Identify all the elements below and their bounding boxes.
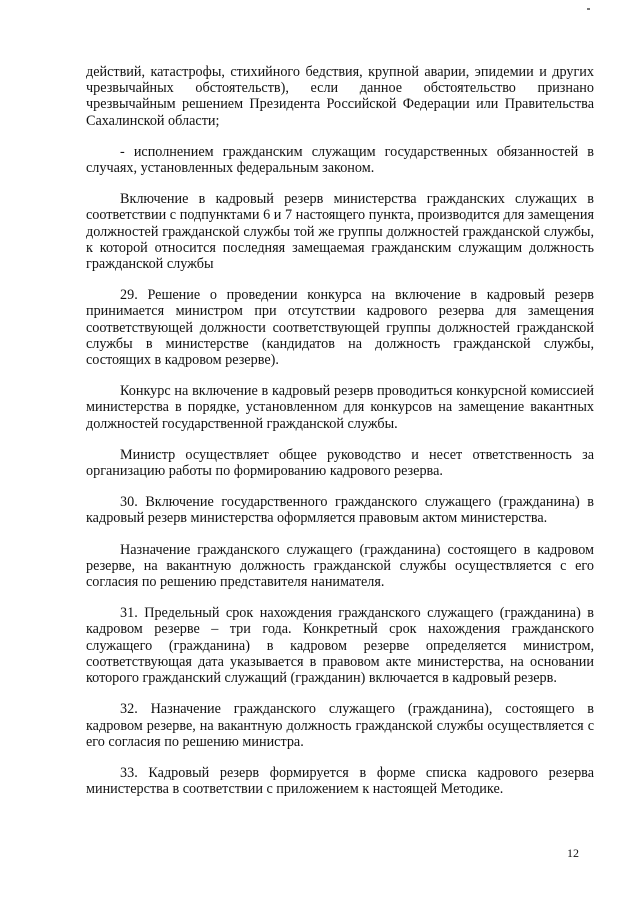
paragraph-continuation: действий, катастрофы, стихийного бедствия, крупной аварии, эпидемии и других чрезвычайных обстоятельств), если данное обстоятельство признано чрезвычайным решением Президента Российской Федерации или Правительства Сахалинской области; <box>86 64 594 129</box>
paragraph-minister: Министр осуществляет общее руководство и несет ответственность за организацию работы по формированию кадрового резерва. <box>86 446 594 480</box>
page-number: 12 <box>567 846 579 860</box>
paragraph-30: 30. Включение государственного гражданского служащего (гражданина) в кадровый резерв министерства оформляется правовым актом министерства. <box>86 494 594 527</box>
scan-artifact <box>587 8 590 10</box>
paragraph-31: 31. Предельный срок нахождения гражданского служащего (гражданина) в кадровом резерве – три года. Конкретный срок нахождения гражданского служащего (гражданина) в кадровом резерве определяется министром, соответствующая дата указывается в правовом акте министерства, на основании которого гражданский служащий (гражданин) включается в кадровый резерв. <box>86 605 594 687</box>
paragraph-appointment: Назначение гражданского служащего (гражданина) состоящего в кадровом резерве, на вакантную должность гражданской службы осуществляется с его согласия по решению представителя нанимателя. <box>86 541 594 591</box>
paragraph-33: 33. Кадровый резерв формируется в форме списка кадрового резерва министерства в соответствии с приложением к настоящей Методике. <box>86 764 594 798</box>
paragraph-bullet-duties: - исполнением гражданским служащим государственных обязанностей в случаях, установленных федеральным законом. <box>86 143 594 177</box>
paragraph-competition: Конкурс на включение в кадровый резерв проводиться конкурсной комиссией министерства в порядке, установленном для конкурсов на замещение вакантных должностей государственной гражданской службы. <box>86 383 594 432</box>
paragraph-32: 32. Назначение гражданского служащего (гражданина), состоящего в кадровом резерве, на вакантную должность гражданской службы осуществляется с его согласия по решению министра. <box>86 701 594 750</box>
paragraph-inclusion: Включение в кадровый резерв министерства гражданских служащих в соответствии с подпунктами 6 и 7 настоящего пункта, производится для замещения должностей гражданской службы той же группы должностей гражданской службы, к которой относится последняя замещаемая гражданским служащим должность гражданской службы <box>86 191 594 273</box>
paragraph-29: 29. Решение о проведении конкурса на включение в кадровый резерв принимается министром при отсутствии кадрового резерва для замещения соответствующей должности соответствующей группы должностей гражданской службы в министерстве (кандидатов на должность гражданской службы, состоящих в кадровом резерве). <box>86 287 594 369</box>
